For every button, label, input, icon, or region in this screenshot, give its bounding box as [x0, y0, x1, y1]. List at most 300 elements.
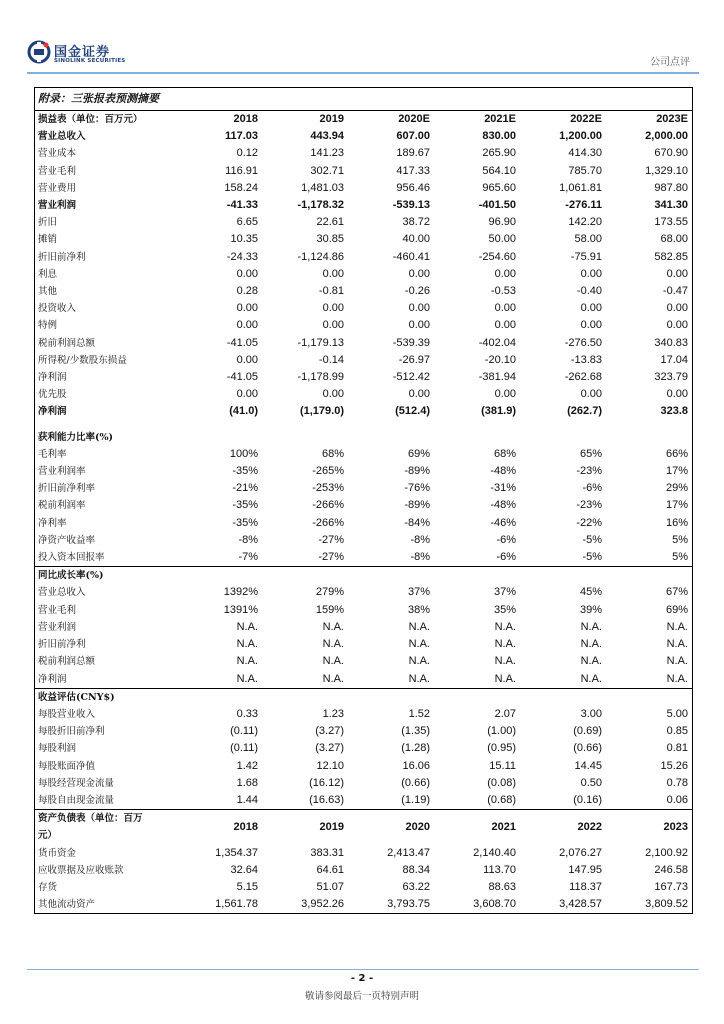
- year-header-cell: [606, 688, 692, 706]
- value-cell: 383.31: [310, 846, 344, 859]
- value-cell: N.A.: [322, 672, 344, 685]
- year-header-cell: 2020E: [398, 113, 430, 125]
- row-label: 每股经营现金流量: [38, 777, 115, 789]
- forecast-summary-table: [34, 87, 693, 914]
- value-cell: 0.33: [236, 707, 258, 720]
- year-header-cell: [176, 567, 262, 585]
- table-row: [35, 515, 692, 532]
- value-cell: 1,061.81: [559, 181, 602, 194]
- value-cell: -5%: [582, 533, 602, 546]
- value-cell: 2,100.92: [645, 846, 688, 859]
- value-cell: 15.26: [660, 759, 688, 772]
- value-cell: -35%: [232, 516, 258, 529]
- value-cell: 3,952.26: [301, 898, 344, 911]
- value-cell: 0.00: [494, 319, 516, 332]
- value-cell: 1392%: [223, 586, 258, 599]
- value-cell: 0.78: [666, 776, 688, 789]
- row-label: 折旧前净利: [38, 251, 86, 263]
- table-row: [35, 480, 692, 497]
- value-cell: N.A.: [236, 620, 258, 633]
- row-label: 折旧: [38, 217, 58, 229]
- value-cell: 0.06: [666, 793, 688, 806]
- row-label: 营业毛利: [38, 604, 77, 616]
- value-cell: 0.00: [666, 267, 688, 280]
- income-header-row: [35, 111, 692, 128]
- value-cell: 68.00: [660, 233, 688, 246]
- value-cell: 0.00: [322, 267, 344, 280]
- value-cell: (0.66): [401, 776, 430, 789]
- value-cell: 5.00: [666, 707, 688, 720]
- row-label: 每股折旧前净利: [38, 726, 105, 738]
- row-label: 税前利润率: [38, 500, 86, 512]
- value-cell: 965.60: [482, 181, 516, 194]
- value-cell: 0.00: [580, 267, 602, 280]
- row-label: 净利润: [38, 406, 67, 418]
- value-cell: 0.00: [236, 267, 258, 280]
- year-header-cell: 2022E: [570, 113, 602, 125]
- value-cell: N.A.: [666, 620, 688, 633]
- value-cell: N.A.: [666, 672, 688, 685]
- value-cell: (0.68): [487, 793, 516, 806]
- section-header-label-cont: 元）: [38, 830, 58, 842]
- value-cell: 158.24: [224, 181, 258, 194]
- value-cell: 68%: [321, 447, 344, 460]
- logo-english-text: SINOLINK SECURITIES: [54, 58, 126, 64]
- value-cell: 0.00: [666, 302, 688, 315]
- value-cell: (3.27): [315, 742, 344, 755]
- table-row: [35, 335, 692, 352]
- value-cell: -48%: [490, 499, 516, 512]
- table-row: [35, 619, 692, 636]
- value-cell: 45%: [579, 586, 602, 599]
- value-cell: 100%: [229, 447, 258, 460]
- value-cell: N.A.: [236, 638, 258, 651]
- value-cell: 65%: [579, 447, 602, 460]
- year-header-cell: [176, 429, 262, 446]
- value-cell: 246.58: [654, 863, 688, 876]
- value-cell: 0.50: [580, 776, 602, 789]
- value-cell: 830.00: [482, 130, 516, 143]
- value-cell: -402.04: [478, 336, 516, 349]
- year-header-cell: 2018: [233, 113, 258, 125]
- value-cell: -27%: [318, 551, 344, 564]
- value-cell: N.A.: [494, 672, 516, 685]
- row-label: 其他: [38, 286, 58, 298]
- year-header-cell: 2023E: [656, 113, 688, 125]
- value-cell: -46%: [490, 516, 516, 529]
- value-cell: 14.45: [574, 759, 602, 772]
- row-label: 营业利润率: [38, 466, 86, 478]
- value-cell: 30.85: [316, 233, 344, 246]
- spacer-row: [35, 421, 692, 429]
- table-row: [35, 775, 692, 792]
- value-cell: 96.90: [488, 216, 516, 229]
- report-type-label: 公司点评: [650, 57, 690, 68]
- value-cell: 35%: [493, 603, 516, 616]
- row-label: 营业毛利: [38, 165, 77, 177]
- table-row: [35, 283, 692, 300]
- value-cell: 29%: [665, 482, 688, 495]
- value-cell: -41.05: [226, 336, 258, 349]
- value-cell: 2.07: [494, 707, 516, 720]
- value-cell: 88.63: [488, 880, 516, 893]
- value-cell: -539.13: [392, 199, 430, 212]
- value-cell: N.A.: [408, 655, 430, 668]
- table-row: [35, 896, 692, 913]
- value-cell: 0.00: [408, 319, 430, 332]
- value-cell: 3,809.52: [645, 898, 688, 911]
- value-cell: N.A.: [494, 638, 516, 651]
- value-cell: (0.95): [487, 742, 516, 755]
- value-cell: 0.00: [666, 319, 688, 332]
- value-cell: N.A.: [408, 672, 430, 685]
- row-label: 摊销: [38, 234, 58, 246]
- row-label: 营业总收入: [38, 131, 86, 143]
- value-cell: 39%: [579, 603, 602, 616]
- table-row: [35, 792, 692, 810]
- value-cell: -0.40: [576, 285, 602, 298]
- value-cell: 0.00: [236, 302, 258, 315]
- value-cell: -6%: [496, 533, 516, 546]
- table-row: [35, 266, 692, 283]
- year-header-cell: [520, 567, 606, 585]
- value-cell: 117.03: [224, 130, 258, 143]
- table-row: [35, 369, 692, 386]
- value-cell: 0.00: [580, 302, 602, 315]
- value-cell: 3,428.57: [559, 898, 602, 911]
- value-cell: 16%: [665, 516, 688, 529]
- value-cell: (0.11): [230, 742, 258, 755]
- value-cell: 3.00: [580, 707, 602, 720]
- value-cell: -254.60: [478, 250, 516, 263]
- value-cell: 17%: [665, 465, 688, 478]
- value-cell: 265.90: [482, 147, 516, 160]
- value-cell: (3.27): [315, 725, 344, 738]
- row-label: 营业总收入: [38, 587, 86, 599]
- value-cell: 0.85: [666, 725, 688, 738]
- value-cell: (0.16): [573, 793, 602, 806]
- year-header-cell: 2019: [319, 113, 344, 125]
- year-header-cell: [520, 688, 606, 706]
- value-cell: 17%: [665, 499, 688, 512]
- year-header-cell: [434, 567, 520, 585]
- value-cell: 2,076.27: [559, 846, 602, 859]
- year-header-cell: 2019: [262, 810, 348, 845]
- value-cell: 1.23: [322, 707, 344, 720]
- year-header-cell: [434, 429, 520, 446]
- balance-header-row: [35, 810, 692, 828]
- value-cell: 113.70: [483, 863, 516, 876]
- value-cell: (512.4): [395, 405, 430, 418]
- row-label: 税前利润总额: [38, 656, 96, 668]
- table-row: [35, 403, 692, 420]
- year-header-cell: [606, 567, 692, 585]
- value-cell: -0.53: [490, 285, 516, 298]
- value-cell: -266%: [312, 499, 344, 512]
- footer-divider: [27, 969, 699, 970]
- table-row: [35, 862, 692, 879]
- value-cell: 670.90: [654, 147, 688, 160]
- value-cell: 323.8: [660, 405, 688, 418]
- value-cell: (1.19): [401, 793, 430, 806]
- year-header-cell: [262, 688, 348, 706]
- value-cell: 340.83: [654, 336, 688, 349]
- table-row: [35, 740, 692, 757]
- value-cell: -512.42: [392, 371, 430, 384]
- value-cell: 0.28: [236, 285, 258, 298]
- value-cell: -89%: [404, 465, 430, 478]
- value-cell: 2,000.00: [645, 130, 688, 143]
- value-cell: 0.00: [666, 388, 688, 401]
- value-cell: -41.05: [226, 371, 258, 384]
- value-cell: 1,481.03: [301, 181, 344, 194]
- value-cell: 1,329.10: [645, 164, 688, 177]
- value-cell: 0.00: [494, 388, 516, 401]
- value-cell: 0.00: [236, 388, 258, 401]
- value-cell: 0.00: [494, 302, 516, 315]
- value-cell: N.A.: [408, 620, 430, 633]
- valuation-header-row: [35, 688, 692, 706]
- spacer-cell: [35, 421, 692, 429]
- year-header-cell: [262, 567, 348, 585]
- value-cell: 0.00: [322, 319, 344, 332]
- value-cell: 323.79: [654, 371, 688, 384]
- value-cell: -401.50: [478, 199, 516, 212]
- value-cell: 956.46: [396, 181, 430, 194]
- value-cell: 1,200.00: [559, 130, 602, 143]
- value-cell: -5%: [582, 551, 602, 564]
- value-cell: 63.22: [402, 880, 430, 893]
- row-label: 特例: [38, 320, 58, 332]
- value-cell: 189.67: [396, 147, 430, 160]
- row-label: 净资产收益率: [38, 534, 96, 546]
- value-cell: 167.73: [654, 880, 688, 893]
- year-header-cell: 2021: [434, 810, 520, 845]
- value-cell: -23%: [576, 499, 602, 512]
- value-cell: 0.00: [236, 319, 258, 332]
- value-cell: -8%: [410, 533, 430, 546]
- value-cell: 159%: [315, 603, 344, 616]
- row-label: 营业利润: [38, 621, 77, 633]
- table-title: 附录：三张报表预测摘要: [35, 88, 692, 111]
- table-row: [35, 231, 692, 248]
- value-cell: 2,413.47: [387, 846, 430, 859]
- table-row: [35, 300, 692, 317]
- growth-header-row: [35, 567, 692, 585]
- row-label: 税前利润总额: [38, 337, 96, 349]
- value-cell: 582.85: [654, 250, 688, 263]
- value-cell: -48%: [490, 465, 516, 478]
- section-header-label: 损益表（单位：百万元）: [38, 114, 143, 125]
- section-header-label: 收益评估(CNY$): [35, 688, 176, 706]
- value-cell: (41.0): [229, 405, 258, 418]
- value-cell: -266%: [312, 516, 344, 529]
- value-cell: 58.00: [574, 233, 602, 246]
- value-cell: -460.41: [392, 250, 430, 263]
- row-label: 折旧前净利率: [38, 483, 96, 495]
- value-cell: N.A.: [580, 655, 602, 668]
- value-cell: -23%: [576, 465, 602, 478]
- value-cell: 564.10: [482, 164, 516, 177]
- table-row: [35, 584, 692, 601]
- value-cell: 1,561.78: [215, 898, 258, 911]
- value-cell: 68%: [493, 447, 516, 460]
- row-label: 净利润: [38, 372, 67, 384]
- value-cell: 0.00: [408, 388, 430, 401]
- value-cell: 1.52: [408, 707, 430, 720]
- table-row: [35, 463, 692, 480]
- section-header-label: 资产负债表（单位：百万: [35, 810, 176, 828]
- row-label: 应收票据及应收账款: [38, 864, 124, 876]
- row-label: 毛利率: [38, 448, 67, 460]
- value-cell: -31%: [490, 482, 516, 495]
- year-header-cell: 2018: [176, 810, 262, 845]
- value-cell: -6%: [582, 482, 602, 495]
- row-label: 投入资本回报率: [38, 552, 105, 564]
- value-cell: N.A.: [580, 672, 602, 685]
- value-cell: 3,608.70: [473, 898, 516, 911]
- year-header-cell: [348, 688, 434, 706]
- value-cell: 88.34: [402, 863, 430, 876]
- value-cell: 1,354.37: [215, 846, 258, 859]
- table-row: [35, 145, 692, 162]
- row-label: 货币资金: [38, 847, 77, 859]
- table-row: [35, 163, 692, 180]
- value-cell: 64.61: [316, 863, 344, 876]
- table-row: [35, 532, 692, 549]
- table-row: [35, 214, 692, 231]
- value-cell: N.A.: [666, 655, 688, 668]
- value-cell: (1.35): [401, 725, 430, 738]
- value-cell: 1391%: [223, 603, 258, 616]
- value-cell: 279%: [315, 586, 344, 599]
- value-cell: -20.10: [484, 353, 516, 366]
- value-cell: 5.15: [236, 880, 258, 893]
- value-cell: 1.42: [236, 759, 258, 772]
- value-cell: -381.94: [478, 371, 516, 384]
- value-cell: 0.00: [408, 302, 430, 315]
- value-cell: -22%: [576, 516, 602, 529]
- value-cell: -0.81: [318, 285, 344, 298]
- value-cell: 0.00: [322, 302, 344, 315]
- value-cell: -265%: [312, 465, 344, 478]
- table-row: [35, 197, 692, 214]
- value-cell: -262.68: [564, 371, 602, 384]
- value-cell: 0.00: [236, 353, 258, 366]
- value-cell: 1.68: [236, 776, 258, 789]
- value-cell: 38%: [407, 603, 430, 616]
- value-cell: 607.00: [396, 130, 430, 143]
- value-cell: 341.30: [654, 199, 688, 212]
- row-label: 所得税/少数股东损益: [38, 354, 127, 366]
- value-cell: -26.97: [398, 353, 430, 366]
- table-body: [35, 111, 692, 913]
- table-row: [35, 602, 692, 619]
- logo-chinese-text: 国金证券: [54, 45, 111, 60]
- value-cell: -27%: [318, 533, 344, 546]
- table-row: [35, 879, 692, 896]
- row-label: 优先股: [38, 389, 67, 401]
- value-cell: 0.81: [666, 742, 688, 755]
- value-cell: -0.47: [662, 285, 688, 298]
- value-cell: -276.50: [564, 336, 602, 349]
- table-row: [35, 180, 692, 197]
- value-cell: 22.61: [316, 216, 344, 229]
- value-cell: 417.33: [396, 164, 430, 177]
- table-row: [35, 653, 692, 670]
- table-row: [35, 758, 692, 775]
- value-cell: 12.10: [316, 759, 344, 772]
- table-row: [35, 249, 692, 266]
- value-cell: -24.33: [226, 250, 258, 263]
- value-cell: 116.91: [225, 164, 258, 177]
- value-cell: 40.00: [402, 233, 430, 246]
- value-cell: (381.9): [481, 405, 516, 418]
- value-cell: -35%: [232, 465, 258, 478]
- year-header-cell: 2021E: [484, 113, 516, 125]
- value-cell: (262.7): [567, 405, 602, 418]
- row-label: 存货: [38, 881, 58, 893]
- value-cell: -75.91: [570, 250, 602, 263]
- table-row: [35, 386, 692, 403]
- value-cell: N.A.: [580, 620, 602, 633]
- table-row: [35, 636, 692, 653]
- value-cell: (0.11): [230, 725, 258, 738]
- value-cell: N.A.: [408, 638, 430, 651]
- value-cell: 37%: [493, 586, 516, 599]
- value-cell: -1,124.86: [297, 250, 344, 263]
- row-label: 利息: [38, 268, 58, 280]
- value-cell: -89%: [404, 499, 430, 512]
- value-cell: N.A.: [322, 655, 344, 668]
- row-label: 每股利润: [38, 743, 77, 755]
- year-header-cell: [348, 567, 434, 585]
- value-cell: 173.55: [654, 216, 688, 229]
- table-row: [35, 549, 692, 567]
- row-label: 营业利润: [38, 200, 77, 212]
- value-cell: 67%: [665, 586, 688, 599]
- value-cell: 1.44: [236, 793, 258, 806]
- table-row: [35, 352, 692, 369]
- row-label: 营业成本: [38, 148, 77, 160]
- value-cell: (1.28): [401, 742, 430, 755]
- value-cell: 142.20: [568, 216, 602, 229]
- value-cell: -0.14: [318, 353, 344, 366]
- row-label: 净利润: [38, 673, 67, 685]
- value-cell: -8%: [238, 533, 258, 546]
- value-cell: 66%: [665, 447, 688, 460]
- header-divider: [27, 72, 699, 74]
- row-label: 每股营业收入: [38, 708, 96, 720]
- value-cell: 141.23: [310, 147, 344, 160]
- value-cell: (0.66): [573, 742, 602, 755]
- value-cell: (1,179.0): [299, 405, 344, 418]
- value-cell: -276.11: [565, 199, 602, 212]
- table-row: [35, 497, 692, 514]
- value-cell: -1,179.13: [297, 336, 344, 349]
- value-cell: -84%: [404, 516, 430, 529]
- value-cell: -253%: [312, 482, 344, 495]
- value-cell: N.A.: [494, 655, 516, 668]
- sinolink-logo-icon: [27, 40, 51, 64]
- row-label: 净利率: [38, 517, 67, 529]
- table-row: [35, 845, 692, 862]
- value-cell: N.A.: [322, 638, 344, 651]
- value-cell: 51.07: [316, 880, 344, 893]
- value-cell: -41.33: [226, 199, 258, 212]
- year-header-cell: [434, 688, 520, 706]
- value-cell: N.A.: [236, 672, 258, 685]
